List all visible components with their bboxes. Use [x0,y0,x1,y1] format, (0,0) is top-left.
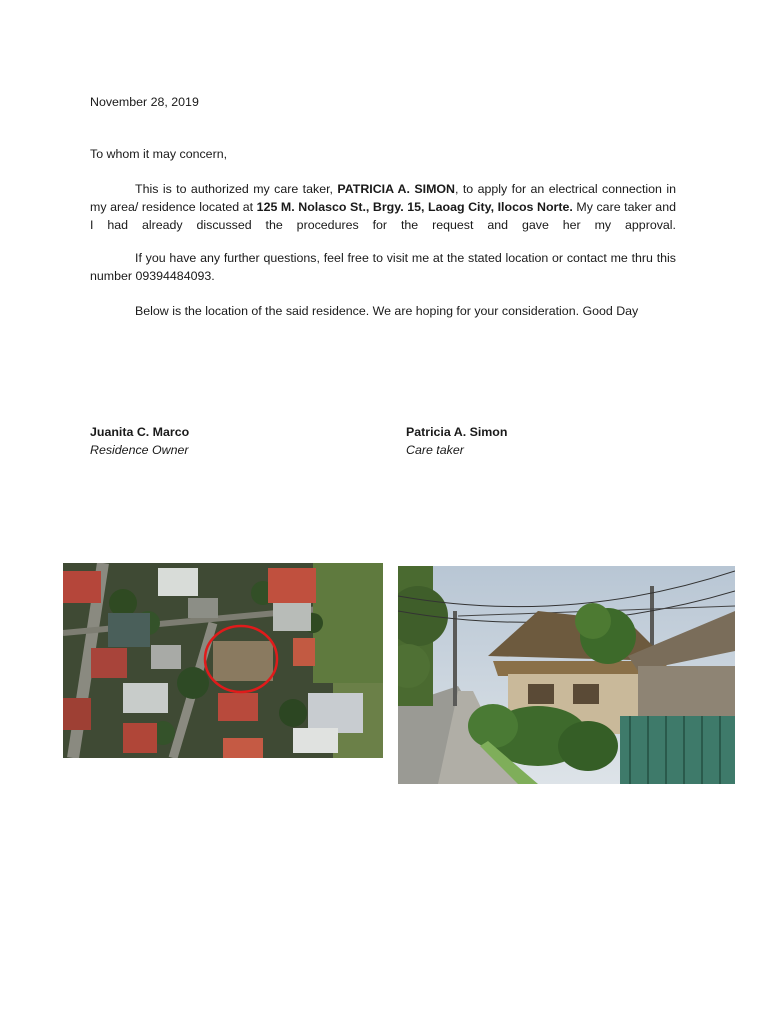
letter-date: November 28, 2019 [90,95,199,109]
aerial-satellite-image [63,563,383,758]
paragraph-contact: If you have any further questions, feel free to visit me at the stated location or contact me thru this number 09394484093. [90,251,676,283]
caretaker-signature-name: Patricia A. Simon [406,425,508,439]
paragraph-location: Below is the location of the said residence. We are hoping for your consideration. Good Day [135,304,639,318]
paragraph-authorization [90,180,676,234]
signatory-owner [90,423,189,459]
p1-end: My care taker and I had already discussed the procedures for the request and gave her my approval. [90,200,676,232]
owner-role: Residence Owner [90,443,189,457]
caretaker-role: Care taker [406,443,464,457]
owner-name: Juanita C. Marco [90,425,190,439]
p1-intro: This is to authorized my care taker, [135,182,338,196]
street-view-image [398,566,735,784]
p1-mid: , to apply for an electrical connection in my area/ residence located at [90,182,676,214]
salutation: To whom it may concern, [90,147,228,161]
residence-address: 125 M. Nolasco St., Brgy. 15, Laoag City, Ilocos Norte. [256,200,573,214]
signatory-caretaker [406,423,507,459]
caretaker-name: PATRICIA A. SIMON [337,182,455,196]
